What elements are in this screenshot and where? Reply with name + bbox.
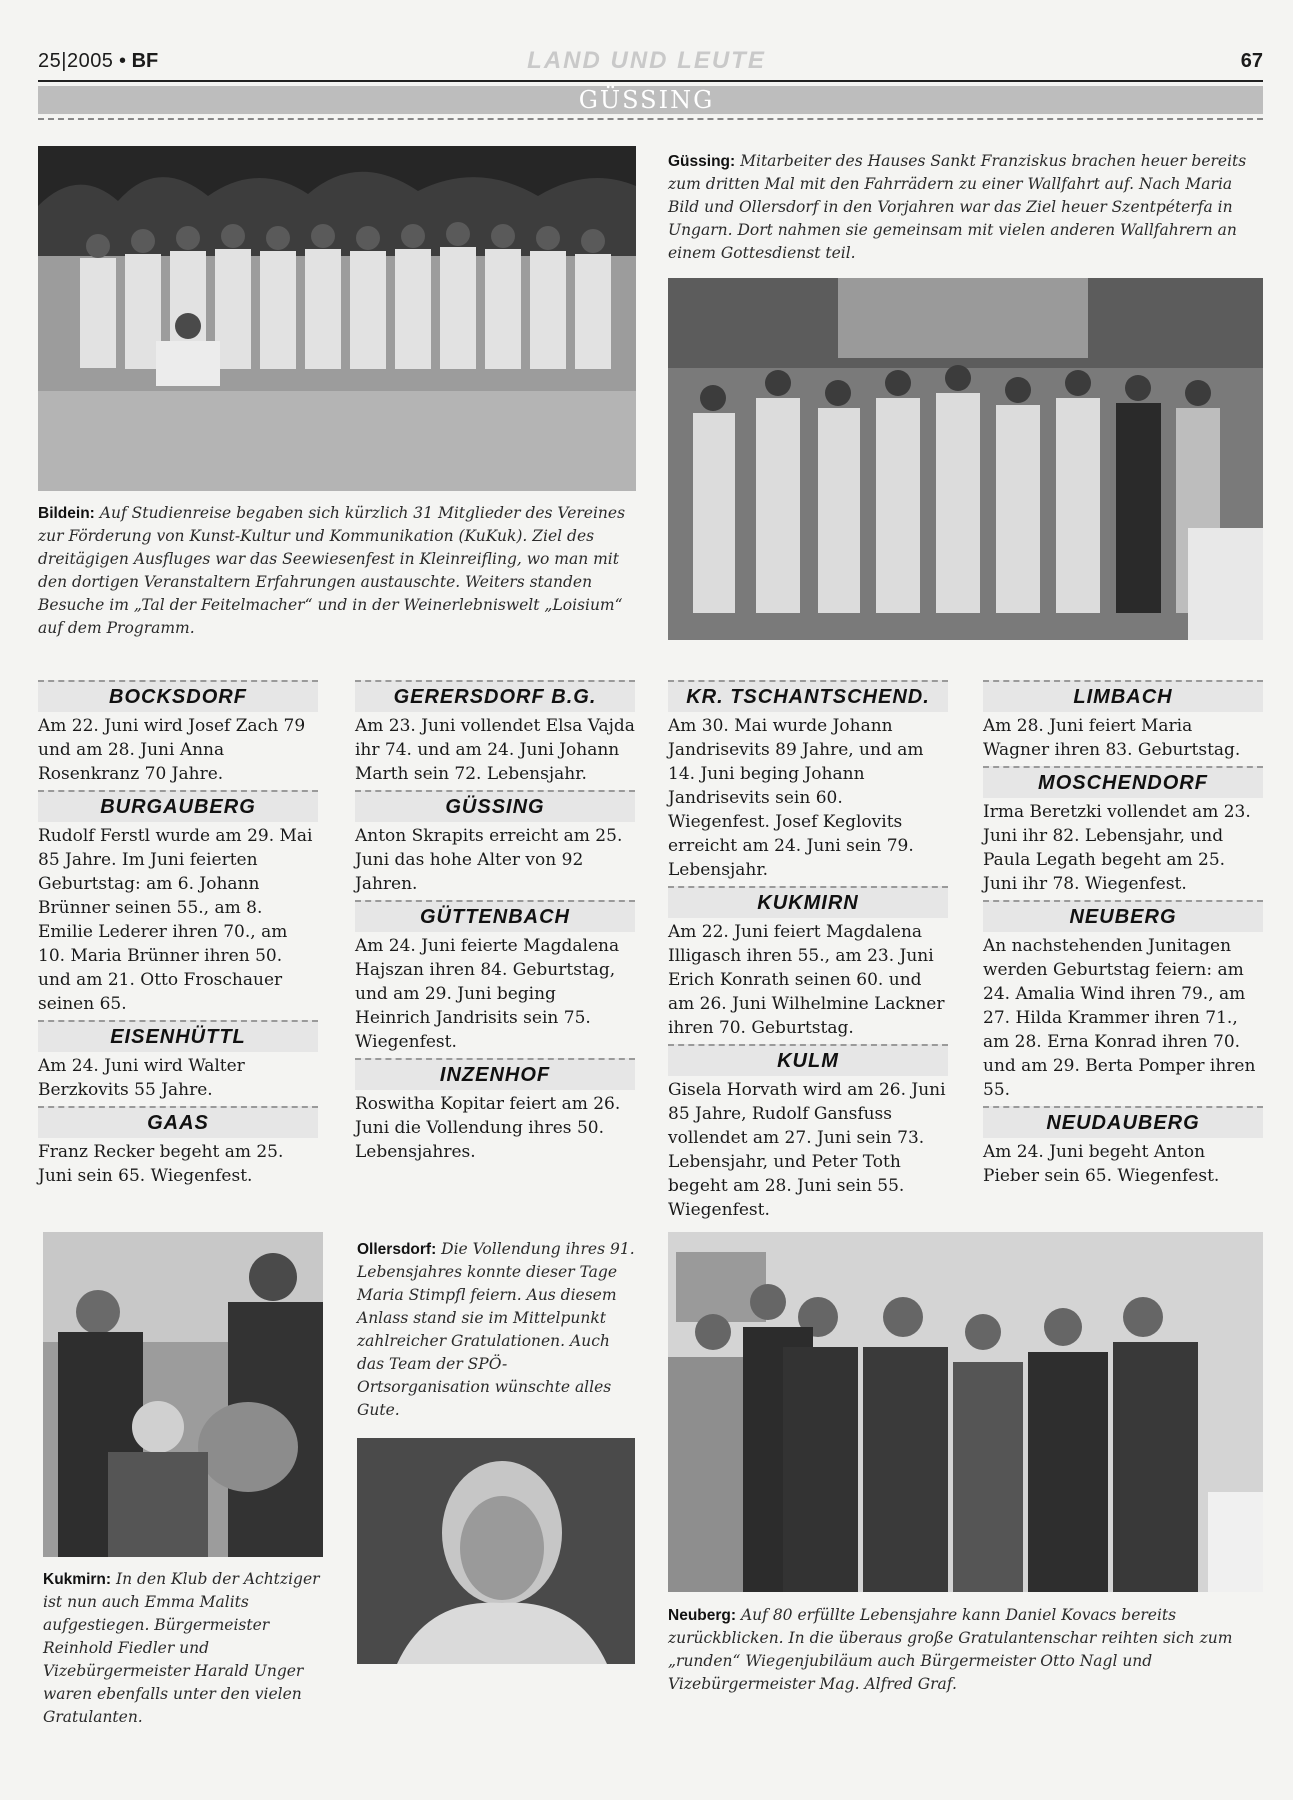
column-1 <box>38 676 318 1192</box>
section-guettenbach <box>355 900 635 1054</box>
section-heading: GÜTTENBACH <box>355 900 635 932</box>
section-text: Am 22. Juni wird Josef Zach 79 und am 28. Juni Anna Rosenkranz 70 Jahre. <box>38 716 306 784</box>
caption-neuberg <box>668 1604 1263 1696</box>
section-text: Franz Recker begeht am 25. Juni sein 65. Wiegenfest. <box>38 1142 284 1186</box>
section-heading: INZENHOF <box>355 1058 635 1090</box>
caption-text: Die Vollendung ihres 91. Lebensjahres konnte dieser Tage Maria Stimpfl feiern. Aus diesem Anlass stand sie im Mittelpunkt zahlreicher Gratulationen. Auch das Team der SPÖ-Ortsorganisation wünschte alles Gute. <box>357 1240 635 1419</box>
caption-text: In den Klub der Achtziger ist nun auch Emma Malits aufgestiegen. Bürgermeister Reinhold Fiedler und Vizebürgermeister Harald Unger waren ebenfalls unter den vielen Gratulanten. <box>43 1570 320 1726</box>
publication-name: BF <box>131 50 159 72</box>
section-bocksdorf <box>38 680 318 786</box>
column-2 <box>355 676 635 1168</box>
section-heading: EISENHÜTTL <box>38 1020 318 1052</box>
section-title: LAND UND LEUTE <box>527 47 766 74</box>
photo-neuberg <box>668 1232 1263 1592</box>
caption-kukmirn <box>43 1568 323 1729</box>
section-inzenhof <box>355 1058 635 1164</box>
caption-text: Auf 80 erfüllte Lebensjahre kann Daniel Kovacs bereits zurückblicken. In die überaus große Gratulantenschar reihten sich zum „runden“ Wiegenjubiläum auch Bürgermeister Otto Nagl und Vizebürgermeister Mag. Alfred Graf. <box>668 1606 1233 1693</box>
dashed-divider <box>38 118 1263 120</box>
section-moschendorf <box>983 766 1263 896</box>
section-heading: GAAS <box>38 1106 318 1138</box>
section-limbach <box>983 680 1263 762</box>
section-guessing <box>355 790 635 896</box>
section-text: Am 24. Juni wird Walter Berzkovits 55 Jahre. <box>38 1056 245 1100</box>
column-4 <box>983 676 1263 1192</box>
column-3 <box>668 676 948 1226</box>
photo-kukmirn <box>43 1232 323 1557</box>
section-text: Am 24. Juni feierte Magdalena Hajszan ihren 84. Geburtstag, und am 29. Juni beging Heinrich Jandrisits sein 75. Wiegenfest. <box>355 936 620 1052</box>
section-text: Am 30. Mai wurde Johann Jandrisevits 89 Jahre, und am 14. Juni beging Johann Jandrisevits sein 60. Wiegenfest. Josef Keglovits erreicht am 24. Juni sein 79. Lebensjahr. <box>668 716 924 880</box>
section-kukmirn <box>668 886 948 1040</box>
section-gaas <box>38 1106 318 1188</box>
issue-number: 25|2005 <box>38 50 114 72</box>
section-neudauberg <box>983 1106 1263 1188</box>
caption-lead: Kukmirn: <box>43 1571 112 1588</box>
section-text: Am 22. Juni feiert Magdalena Illigasch ihren 55., am 23. Juni Erich Konrath seinen 60. und am 26. Juni Wilhelmine Lackner ihren 70. Geburtstag. <box>668 922 945 1038</box>
caption-lead: Ollersdorf: <box>357 1241 437 1258</box>
section-eisenhuettl <box>38 1020 318 1102</box>
caption-lead: Bildein: <box>38 505 95 522</box>
section-text: Am 24. Juni begeht Anton Pieber sein 65. Wiegenfest. <box>983 1142 1220 1186</box>
section-text: Anton Skrapits erreicht am 25. Juni das hohe Alter von 92 Jahren. <box>355 826 623 894</box>
caption-ollersdorf <box>357 1238 635 1422</box>
caption-bildein <box>38 502 636 640</box>
section-kulm <box>668 1044 948 1222</box>
caption-text: Mitarbeiter des Hauses Sankt Franziskus brachen heuer bereits zum dritten Mal mit den Fahrrädern zu einer Wallfahrt auf. Nach Maria Bild und Ollersdorf in den Vorjahren war das Ziel heuer Szentpéterfa in Ungarn. Dort nahmen sie gemeinsam mit vielen anderen Wallfahrern an einem Gottesdienst teil. <box>668 152 1247 262</box>
section-heading: KR. TSCHANTSCHEND. <box>668 680 948 712</box>
photo-guessing-pilgrims <box>668 278 1263 640</box>
section-text: An nachstehenden Junitagen werden Geburtstag feiern: am 24. Amalia Wind ihren 79., am 27. Hilda Krammer ihren 71., am 28. Erna Konrad ihren 70. und am 29. Berta Pomper ihren 55. <box>983 936 1256 1100</box>
section-text: Am 28. Juni feiert Maria Wagner ihren 83. Geburtstag. <box>983 716 1241 760</box>
section-heading: NEUBERG <box>983 900 1263 932</box>
section-heading: BOCKSDORF <box>38 680 318 712</box>
caption-lead: Güssing: <box>668 153 736 170</box>
photo-bildein-group <box>38 146 636 491</box>
photo-ollersdorf <box>357 1438 635 1664</box>
caption-lead: Neuberg: <box>668 1607 737 1624</box>
section-heading: NEUDAUBERG <box>983 1106 1263 1138</box>
section-heading: GERERSDORF B.G. <box>355 680 635 712</box>
section-text: Irma Beretzki vollendet am 23. Juni ihr 82. Lebensjahr, und Paula Legath begeht am 25. Juni ihr 78. Wiegenfest. <box>983 802 1251 894</box>
section-burgauberg <box>38 790 318 1016</box>
section-text: Am 23. Juni vollendet Elsa Vajda ihr 74. und am 24. Juni Johann Marth sein 72. Lebensjahr. <box>355 716 635 784</box>
header-rule <box>38 80 1263 82</box>
section-heading: MOSCHENDORF <box>983 766 1263 798</box>
section-heading: KUKMIRN <box>668 886 948 918</box>
section-text: Rudolf Ferstl wurde am 29. Mai 85 Jahre. Im Juni feierten Geburtstag: am 6. Johann Brünner seinen 55., am 8. Emilie Lederer ihren 70., am 10. Maria Brünner ihren 50. und am 21. Otto Froschauer seinen 65. <box>38 826 313 1014</box>
section-text: Gisela Horvath wird am 26. Juni 85 Jahre, Rudolf Gansfuss vollendet am 27. Juni sein 73. Lebensjahr, und Peter Toth begeht am 28. Juni sein 55. Wiegenfest. <box>668 1080 946 1220</box>
bullet: • <box>119 50 127 72</box>
section-text: Roswitha Kopitar feiert am 26. Juni die Vollendung ihres 50. Lebensjahres. <box>355 1094 621 1162</box>
section-heading: LIMBACH <box>983 680 1263 712</box>
section-kr-tschantschend <box>668 680 948 882</box>
section-heading: KULM <box>668 1044 948 1076</box>
section-neuberg <box>983 900 1263 1102</box>
caption-text: Auf Studienreise begaben sich kürzlich 31 Mitglieder des Vereines zur Förderung von Kunst-Kultur und Kommunikation (KuKuk). Ziel des dreitägigen Ausfluges war das Seewiesenfest in Kleinreifling, wo man mit den dortigen Veranstaltern Erfahrungen austauschte. Weiters standen Besuche im „Tal der Feitelmacher“ und in der Weinerlebniswelt „Loisium“ auf dem Programm. <box>38 504 626 637</box>
page-number: 67 <box>1240 50 1263 72</box>
region-title: GÜSSING <box>578 86 715 114</box>
section-heading: GÜSSING <box>355 790 635 822</box>
caption-guessing <box>668 150 1260 265</box>
section-gerersdorf <box>355 680 635 786</box>
section-heading: BURGAUBERG <box>38 790 318 822</box>
